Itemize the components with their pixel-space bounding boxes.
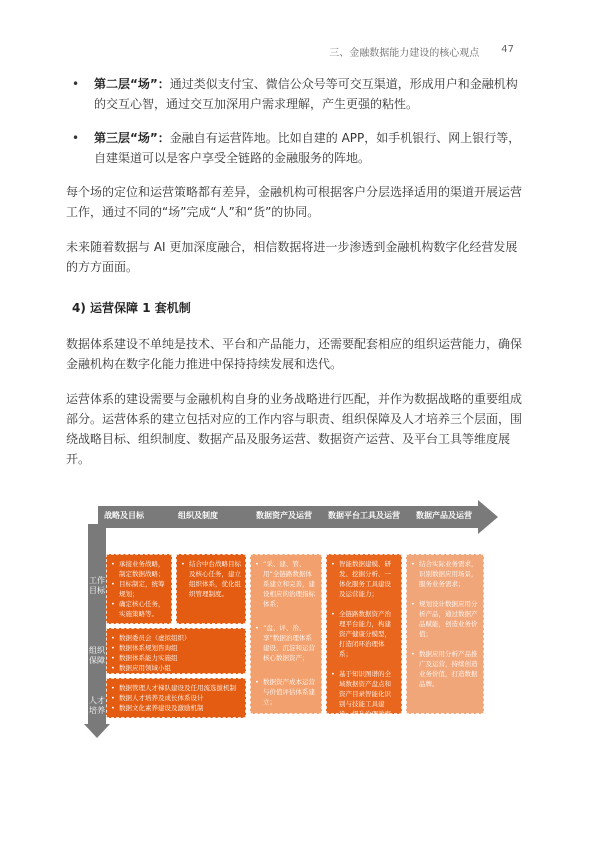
bullet-text: 金融自有运营阵地。比如自建的 APP，如手机银行、网上银行等，自建渠道可以是客户享受全链路的金融服务的阵地。 bbox=[94, 131, 521, 165]
org-box: • 结合中台战略目标及核心任务，建立组织体系，优化组织管理制度。 bbox=[176, 554, 246, 624]
bullet-item bbox=[72, 74, 528, 114]
column-title: 数据资产及运营 bbox=[256, 511, 312, 520]
row-label-work: 工作 目标 bbox=[89, 576, 105, 595]
column-title: 数据产品及运营 bbox=[416, 511, 472, 520]
product-box: • 结合实际业务需求，识别数据应用场景，服务业务需求； • 规划设计数据应用分析产品，通过数据产品赋能，创造业务价值； • 数据应用分析产品推广及运营，持续创造业务价值，打造数据品牌。 bbox=[406, 554, 484, 714]
page-header bbox=[329, 44, 514, 59]
bullet-item bbox=[72, 128, 528, 168]
row-label-talent: 人才 培养 bbox=[89, 696, 105, 715]
page-number: 47 bbox=[501, 44, 514, 55]
bullet-text: 通过类似支付宝、微信公众号等可交互渠道，形成用户和金融机构的交互心智，通过交互加深用户需求理解，产生更强的粘性。 bbox=[94, 77, 518, 111]
section-title: 4) 运营保障 1 套机制 bbox=[72, 301, 191, 315]
body-content bbox=[66, 74, 528, 484]
paragraph: 数据体系建设不单纯是技术、平台和产品能力，还需要配套相应的组织运营能力，确保金融机构在数字化能力推进中保持持续发展和迭代。 bbox=[66, 337, 523, 371]
bullet-heading: 第二层“场”： bbox=[94, 77, 170, 91]
row-label-org: 组织 保障 bbox=[89, 646, 105, 665]
paragraph: 未来随着数据与 AI 更加深度融合，相信数据将进一步渗透到金融机构数字化经营发展的方方面面。 bbox=[66, 240, 518, 274]
asset-box: • “采、建、管、用”全链路数据体系建立和完善，建设相应的治理指标体系； • “盘、评、治、享”数据治理体系建设、沉淀和运营核心数据资产； • 数据资产成本运营与价值评估体系建立； bbox=[250, 554, 322, 714]
org-guarantee-box: • 数据委员会（虚拟组织） • 数据体系规划咨询组 • 数据体系能力实施组 • 数据应用领域小组 bbox=[106, 628, 246, 674]
column-title: 数据平台工具及运营 bbox=[328, 511, 400, 520]
strategy-box: • 承接业务战略，制定数据战略； • 目标制定，统筹规划； • 确定核心任务，实施策略等。 bbox=[106, 554, 172, 624]
column-title: 组织及制度 bbox=[178, 511, 218, 520]
bullet-heading: 第三层“场”： bbox=[94, 131, 170, 145]
column-title: 战略及目标 bbox=[104, 511, 144, 520]
bullet-dot-icon: • bbox=[72, 77, 80, 91]
platform-box: • 智能数据建模、研发、挖掘分析、一体化服务工具建设及运营能力； • 全链路数据资产治理平台能力，构建资产健康分模型，打造闭环治理体系； • 基于知识图谱的全域数据资产盘点和资产目录智能化识别与技能工具建设，提升治理效率和数据治理。 bbox=[326, 554, 402, 714]
paragraph: 运营体系的建设需要与金融机构自身的业务战略进行匹配，并作为数据战略的重要组成部分。运营体系的建立包括对应的工作内容与职责、组织保障及人才培养三个层面，围绕战略目标、组织制度、数据产品及服务运营、数据资产运营、及平台工具等维度展开。 bbox=[66, 392, 523, 466]
talent-box: • 数据管理人才梯队建设及任用流选拔机制 • 数据人才培养及成长体系设计 • 数据文化素养建设及激励机制 bbox=[106, 678, 246, 718]
section-name: 三、金融数据能力建设的核心观点 bbox=[329, 48, 480, 59]
paragraph: 每个场的定位和运营策略都有差异，金融机构可根据客户分层选择适用的渠道开展运营工作，通过不同的“场”完成“人”和“货”的协同。 bbox=[66, 185, 523, 219]
operations-diagram bbox=[70, 500, 500, 740]
bullet-dot-icon: • bbox=[72, 131, 80, 145]
